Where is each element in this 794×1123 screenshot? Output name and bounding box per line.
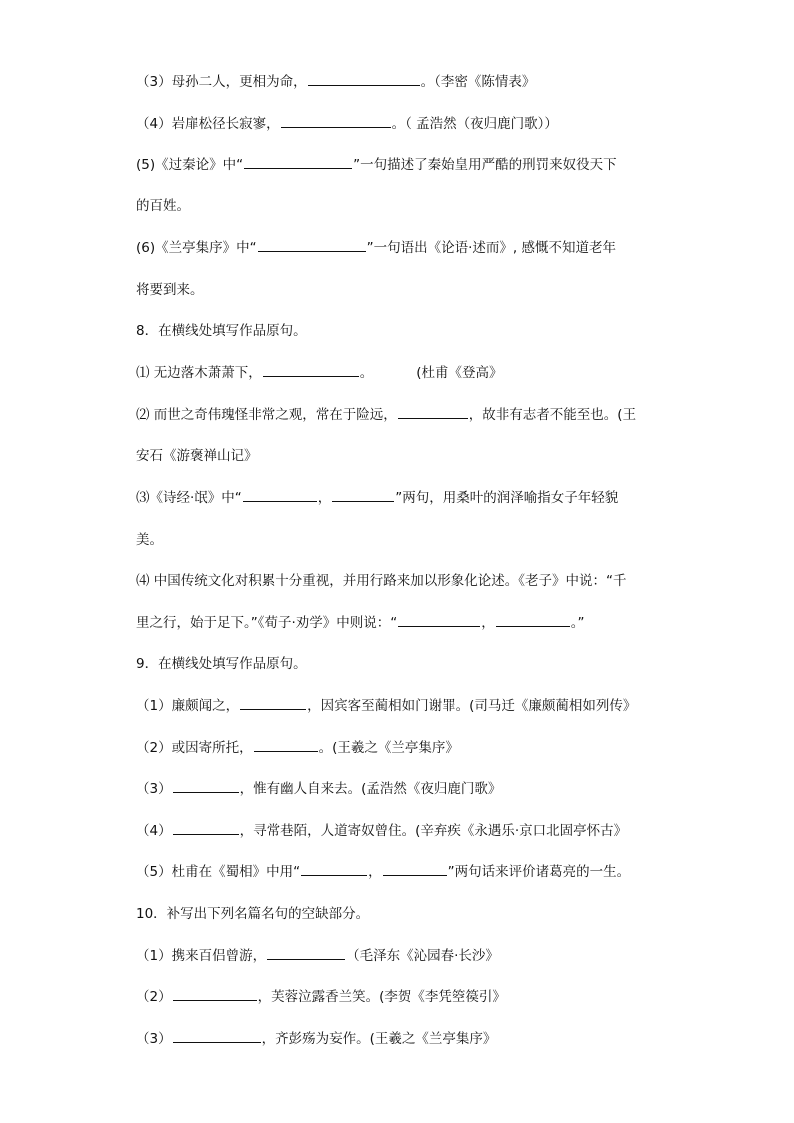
line-text: 。” <box>570 615 585 631</box>
section-heading <box>136 904 666 924</box>
section-heading <box>136 321 666 341</box>
question-line <box>136 613 666 633</box>
question-line <box>136 862 666 882</box>
question-line <box>136 821 666 841</box>
question-line <box>136 238 666 258</box>
line-text: （3）母孙二人，更相为命， <box>136 74 307 90</box>
line-text: ”一句语出《论语·述而》, 感慨不知道老年 <box>366 240 616 256</box>
question-line <box>136 571 666 591</box>
line-text: (6)《兰亭集序》中“ <box>136 240 257 256</box>
line-text: 10．补写出下列名篇名句的空缺部分。 <box>136 906 370 922</box>
answer-blank[interactable] <box>254 738 318 752</box>
line-text: 。（李密《陈情表》 <box>420 74 536 90</box>
line-text: 美。 <box>136 532 163 548</box>
line-text: ，芙蓉泣露香兰笑。(李贺《李凭箜篌引》 <box>257 989 506 1005</box>
line-text: 8．在横线处填写作品原句。 <box>136 323 307 339</box>
line-text: 。(王羲之《兰亭集序》 <box>318 740 459 756</box>
answer-blank[interactable] <box>243 488 317 502</box>
line-text: ”两句话来评价诸葛亮的一生。 <box>447 864 631 880</box>
line-text: （3） <box>136 1031 172 1047</box>
answer-blank[interactable] <box>263 363 359 377</box>
question-line <box>136 946 666 966</box>
line-text: ，齐彭殇为妄作。(王羲之《兰亭集序》 <box>261 1031 497 1047</box>
question-line <box>136 987 666 1007</box>
answer-blank[interactable] <box>240 696 306 710</box>
line-text: ，因宾客至蔺相如门谢罪。(司马迁《廉颇蔺相如列传》 <box>307 698 637 714</box>
answer-blank[interactable] <box>173 987 257 1001</box>
line-text: 9．在横线处填写作品原句。 <box>136 656 307 672</box>
line-text: ”两句，用桑叶的润泽喻指女子年轻貌 <box>395 490 619 506</box>
line-text: ， <box>317 490 332 506</box>
answer-blank[interactable] <box>173 1029 261 1043</box>
question-line <box>136 114 666 134</box>
question-line <box>136 196 666 216</box>
line-text: （4） <box>136 823 172 839</box>
line-text: 将要到来。 <box>136 282 204 298</box>
answer-blank[interactable] <box>398 613 480 627</box>
line-text: （4）岩扉松径长寂寥， <box>136 116 280 132</box>
question-line <box>136 696 666 716</box>
line-text: ⑴ 无边落木萧萧下， <box>136 365 262 381</box>
question-line <box>136 488 666 508</box>
line-text: 安石《游褒禅山记》 <box>136 448 258 464</box>
answer-blank[interactable] <box>308 72 420 86</box>
line-text: （5）杜甫在《蜀相》中用“ <box>136 864 301 880</box>
answer-blank[interactable] <box>281 114 391 128</box>
line-text: （毛泽东《沁园春·长沙》 <box>346 948 499 964</box>
question-line <box>136 280 666 300</box>
line-text: （3） <box>136 781 172 797</box>
question-line <box>136 405 666 425</box>
question-line <box>136 155 666 175</box>
line-text: 里之行，始于足下。”《荀子·劝学》中则说：“ <box>136 615 398 631</box>
line-text: 。 (杜甫《登高》 <box>359 365 503 381</box>
question-line <box>136 779 666 799</box>
line-text: （1）廉颇闻之， <box>136 698 240 714</box>
question-line <box>136 72 666 92</box>
answer-blank[interactable] <box>244 155 352 169</box>
line-text: ，寻常巷陌，人道寄奴曾住。(辛弃疾《永遇乐·京口北固亭怀古》 <box>239 823 628 839</box>
line-text: ”一句描述了秦始皇用严酷的刑罚来奴役天下 <box>353 157 617 173</box>
answer-blank[interactable] <box>267 946 345 960</box>
question-line <box>136 1029 666 1049</box>
question-line <box>136 738 666 758</box>
answer-blank[interactable] <box>496 613 570 627</box>
line-text: ⑷ 中国传统文化对积累十分重视，并用行路来加以形象化论述。《老子》中说：“千 <box>136 573 627 589</box>
line-text: （2）或因寄所托， <box>136 740 253 756</box>
answer-blank[interactable] <box>332 488 394 502</box>
section-heading <box>136 654 666 674</box>
line-text: ， <box>481 615 495 631</box>
answer-blank[interactable] <box>383 862 447 876</box>
line-text: 的百姓。 <box>136 198 190 214</box>
question-line <box>136 363 666 383</box>
answer-blank[interactable] <box>173 821 239 835</box>
question-line <box>136 446 666 466</box>
line-text: ⑵ 而世之奇伟瑰怪非常之观，常在于险远， <box>136 407 397 423</box>
line-text: 。（ 孟浩然（夜归鹿门歌）） <box>391 116 558 132</box>
line-text: （2） <box>136 989 172 1005</box>
line-text: ， <box>368 864 382 880</box>
line-text: (5)《过秦论》中“ <box>136 157 244 173</box>
line-text: ⑶《诗经·氓》中“ <box>136 490 242 506</box>
line-text: （1）携来百侣曾游， <box>136 948 267 964</box>
answer-blank[interactable] <box>173 779 239 793</box>
answer-blank[interactable] <box>301 862 367 876</box>
line-text: ，故非有志者不能至也。(王 <box>468 407 637 423</box>
line-text: ，惟有幽人自来去。(孟浩然《夜归鹿门歌》 <box>239 781 502 797</box>
answer-blank[interactable] <box>398 405 468 419</box>
answer-blank[interactable] <box>258 238 366 252</box>
question-line <box>136 530 666 550</box>
